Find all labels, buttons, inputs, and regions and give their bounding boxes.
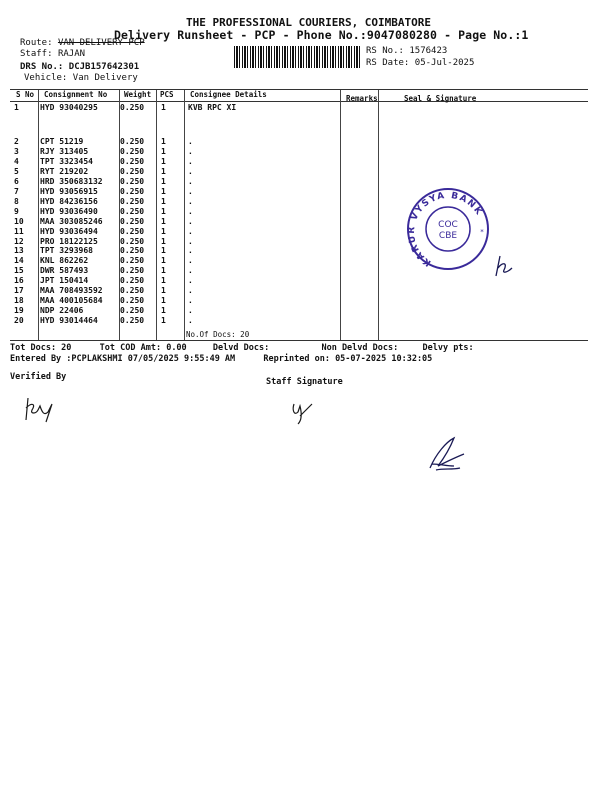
cell-weight: 0.250 [120,146,145,156]
cell-pcs: 1 [161,226,166,236]
cell-weight: 0.250 [120,306,145,316]
drs-line [20,62,139,72]
cell-sno: 20 [14,316,24,326]
cell-consignee: . [188,166,193,176]
cell-sno: 10 [14,216,24,226]
cell-consignment: HYD 93014464 [40,316,98,326]
col-divider [184,90,185,340]
cell-weight: 0.250 [120,276,145,286]
cell-weight: 0.250 [120,166,145,176]
rs-no-line [366,46,447,56]
cell-consignee: . [188,306,193,316]
cell-pcs: 1 [161,103,166,112]
cell-weight: 0.250 [120,246,145,256]
col-header-sno: S No [16,90,35,99]
delvy-pts: Delvy pts: [422,343,474,353]
cell-sno: 4 [14,156,19,166]
reprinted-on: Reprinted on: 05-07-2025 10:32:05 [263,354,433,364]
route-label: Route: [20,38,53,48]
cell-consignee: . [188,196,193,206]
cell-consignee: . [188,256,193,266]
cell-sno: 12 [14,236,24,246]
cell-pcs: 1 [161,137,166,146]
col-header-remarks: Remarks [346,94,378,103]
cell-consignment: DWR 587493 [40,266,89,276]
cell-pcs: 1 [161,306,166,316]
cell-weight: 0.250 [120,266,145,276]
non-delvd-docs: Non Delvd Docs: [321,343,399,353]
cell-pcs: 1 [161,256,166,266]
rs-date-value: 05-Jul-2025 [414,58,475,68]
col-divider [378,90,379,340]
drs-value: DCJB157642301 [68,62,140,72]
cell-sno: 18 [14,296,24,306]
cell-consignment: RJY 313405 [40,146,89,156]
cell-consignee: . [188,146,193,156]
col-divider [156,90,157,340]
cell-sno: 13 [14,246,24,256]
cell-consignee: . [188,206,193,216]
cell-consignment: TPT 3293968 [40,246,93,256]
cell-consignment: MAA 400105684 [40,296,103,306]
cell-weight: 0.250 [120,256,145,266]
col-header-consignee: Consignee Details [190,90,267,99]
cell-pcs: 1 [161,196,166,206]
cell-sno: 11 [14,226,24,236]
col-header-seal: Seal & Signature [404,94,477,103]
route-value: VAN DELIVERY PCP [57,38,145,48]
cell-consignee: . [188,316,193,326]
cell-weight: 0.250 [120,186,145,196]
staff-line [20,49,85,59]
cell-sno: 6 [14,176,19,186]
cell-weight: 0.250 [120,286,145,296]
cell-consignment: CPT 51219 [40,137,84,146]
cell-weight: 0.250 [120,226,145,236]
col-header-consignment: Consignment No [44,90,108,99]
cell-consignment: HYD 84236156 [40,196,98,206]
cell-sno: 5 [14,166,19,176]
staff-signature [290,398,316,426]
verifier-signature [22,394,58,424]
cell-consignment: HYD 93036490 [40,206,98,216]
stamp-inner-bottom: CBE [438,231,458,241]
staff-label: Staff: [20,49,53,59]
stamp-star-icon: * [480,228,484,236]
totals-line [10,343,474,353]
cell-consignment: RYT 219202 [40,166,89,176]
cell-consignee: . [188,186,193,196]
cell-weight: 0.250 [120,216,145,226]
drs-label: DRS No.: [20,62,64,72]
receiver-signature [492,252,516,278]
cell-consignment: HRD 350683132 [40,176,103,186]
cell-consignment: NDP 22406 [40,306,84,316]
vehicle-label: Vehicle: [24,73,68,83]
entry-line [10,354,432,364]
cell-sno: 9 [14,206,19,216]
cell-consignment: JPT 150414 [40,276,89,286]
cell-pcs: 1 [161,176,166,186]
delivery-signature [424,434,468,474]
cell-pcs: 1 [161,296,166,306]
cell-consignee: . [188,156,193,166]
cell-consignee: . [188,216,193,226]
cell-pcs: 1 [161,246,166,256]
cell-consignment: KNL 862262 [40,256,89,266]
cell-weight: 0.250 [120,236,145,246]
rs-date-label: RS Date: [366,58,410,68]
cell-sno: 16 [14,276,24,286]
runsheet-title: Delivery Runsheet - PCP - Phone No.:9047080280 - Page No.:1 [114,28,529,42]
cell-weight: 0.250 [120,137,145,146]
cell-consignment: HYD 93040295 [40,103,98,112]
tot-cod: Tot COD Amt: 0.00 [99,343,187,353]
cell-sno: 15 [14,266,24,276]
cell-consignment: PRO 18122125 [40,236,98,246]
cell-consignment: HYD 93036494 [40,226,98,236]
no-of-docs: No.Of Docs: 20 [186,330,250,339]
cell-weight: 0.250 [120,103,145,112]
cell-consignee: . [188,226,193,236]
cell-sno: 1 [14,103,19,112]
cell-sno: 2 [14,137,19,146]
cell-consignment: HYD 93056915 [40,186,98,196]
cell-pcs: 1 [161,186,166,196]
bank-stamp [404,186,492,272]
cell-weight: 0.250 [120,316,145,326]
cell-sno: 7 [14,186,19,196]
stamp-inner-top: COC [438,220,458,230]
col-divider [340,90,341,340]
cell-consignment: MAA 708493592 [40,286,103,296]
rs-no-label: RS No.: [366,46,404,56]
cell-pcs: 1 [161,316,166,326]
cell-pcs: 1 [161,236,166,246]
col-header-pcs: PCS [160,90,174,99]
cell-pcs: 1 [161,166,166,176]
staff-value: RAJAN [57,49,86,59]
tot-docs: Tot Docs: 20 [10,343,72,353]
delvd-docs: Delvd Docs: [212,343,270,353]
cell-pcs: 1 [161,216,166,226]
table-bottom-rule [10,340,588,341]
barcode [234,46,360,68]
cell-consignee: . [188,176,193,186]
cell-consignee: . [188,246,193,256]
vehicle-value: Van Delivery [72,73,138,83]
cell-consignee: . [188,276,193,286]
cell-consignee: KVB RPC XI [188,103,237,112]
entered-by: Entered By :PCPLAKSHMI 07/05/2025 9:55:49 AM [10,354,236,364]
cell-pcs: 1 [161,276,166,286]
cell-pcs: 1 [161,266,166,276]
cell-sno: 19 [14,306,24,316]
cell-weight: 0.250 [120,156,145,166]
cell-weight: 0.250 [120,206,145,216]
vehicle-line [24,73,138,83]
cell-consignee: . [188,266,193,276]
cell-consignee: . [188,236,193,246]
cell-sno: 8 [14,196,19,206]
route-line [20,38,145,48]
rs-date-line [366,58,474,68]
company-name: THE PROFESSIONAL COURIERS, COIMBATORE [186,16,432,29]
table-header-rule [10,101,588,102]
cell-consignee: . [188,296,193,306]
cell-sno: 3 [14,146,19,156]
stamp-outer-text: KARUR VYSYA BANK [406,190,485,268]
cell-consignee: . [188,137,193,146]
cell-consignee: . [188,286,193,296]
cell-sno: 17 [14,286,24,296]
cell-consignment: TPT 3323454 [40,156,93,166]
cell-sno: 14 [14,256,24,266]
cell-weight: 0.250 [120,296,145,306]
cell-weight: 0.250 [120,196,145,206]
cell-weight: 0.250 [120,176,145,186]
col-divider [38,90,39,340]
cell-pcs: 1 [161,206,166,216]
col-header-weight: Weight [124,90,152,99]
cell-consignment: MAA 303085246 [40,216,103,226]
cell-pcs: 1 [161,146,166,156]
verified-by-label: Verified By [10,372,67,382]
cell-pcs: 1 [161,286,166,296]
rs-no-value: 1576423 [409,46,448,56]
cell-pcs: 1 [161,156,166,166]
staff-signature-label: Staff Signature [266,377,343,387]
